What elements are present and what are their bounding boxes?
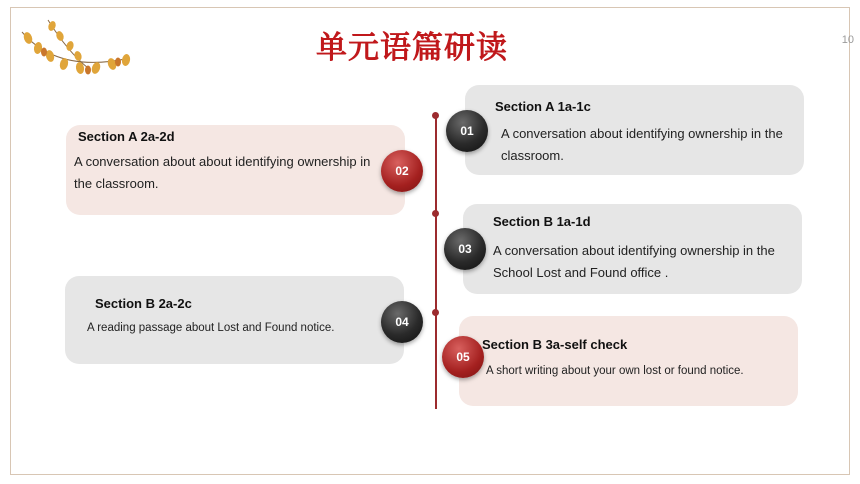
item-number-badge: 03 [444,228,486,270]
item-text: A conversation about identifying ownership in the School Lost and Found office . [493,243,775,280]
item-heading: Section A 2a-2d [78,129,175,144]
item-number-badge: 01 [446,110,488,152]
timeline-dot [432,309,439,316]
item-card-02 [66,125,405,215]
item-number-badge: 04 [381,301,423,343]
item-number-badge: 05 [442,336,484,378]
item-card-03 [463,204,802,294]
item-text: A conversation about about identifying ownership in the classroom. [74,154,371,191]
item-text: A short writing about your own lost or found notice. [486,365,744,377]
item-card-04 [65,276,404,364]
page-number: 10 [841,34,854,46]
item-heading: Section B 3a-self check [482,337,628,352]
slide-title: 单元语篇研读 [316,30,508,66]
item-text: A conversation about identifying ownership in the classroom. [501,126,783,163]
item-card-01 [465,85,804,175]
item-heading: Section B 1a-1d [493,214,591,229]
timeline-line [435,113,437,409]
item-number-badge: 02 [381,150,423,192]
item-heading: Section B 2a-2c [95,296,192,311]
item-text: A reading passage about Lost and Found notice. [87,322,335,334]
item-card-05 [459,316,798,406]
leaf-garland-icon [18,12,138,84]
timeline-dot [432,210,439,217]
item-heading: Section A 1a-1c [495,99,591,114]
timeline-dot [432,112,439,119]
